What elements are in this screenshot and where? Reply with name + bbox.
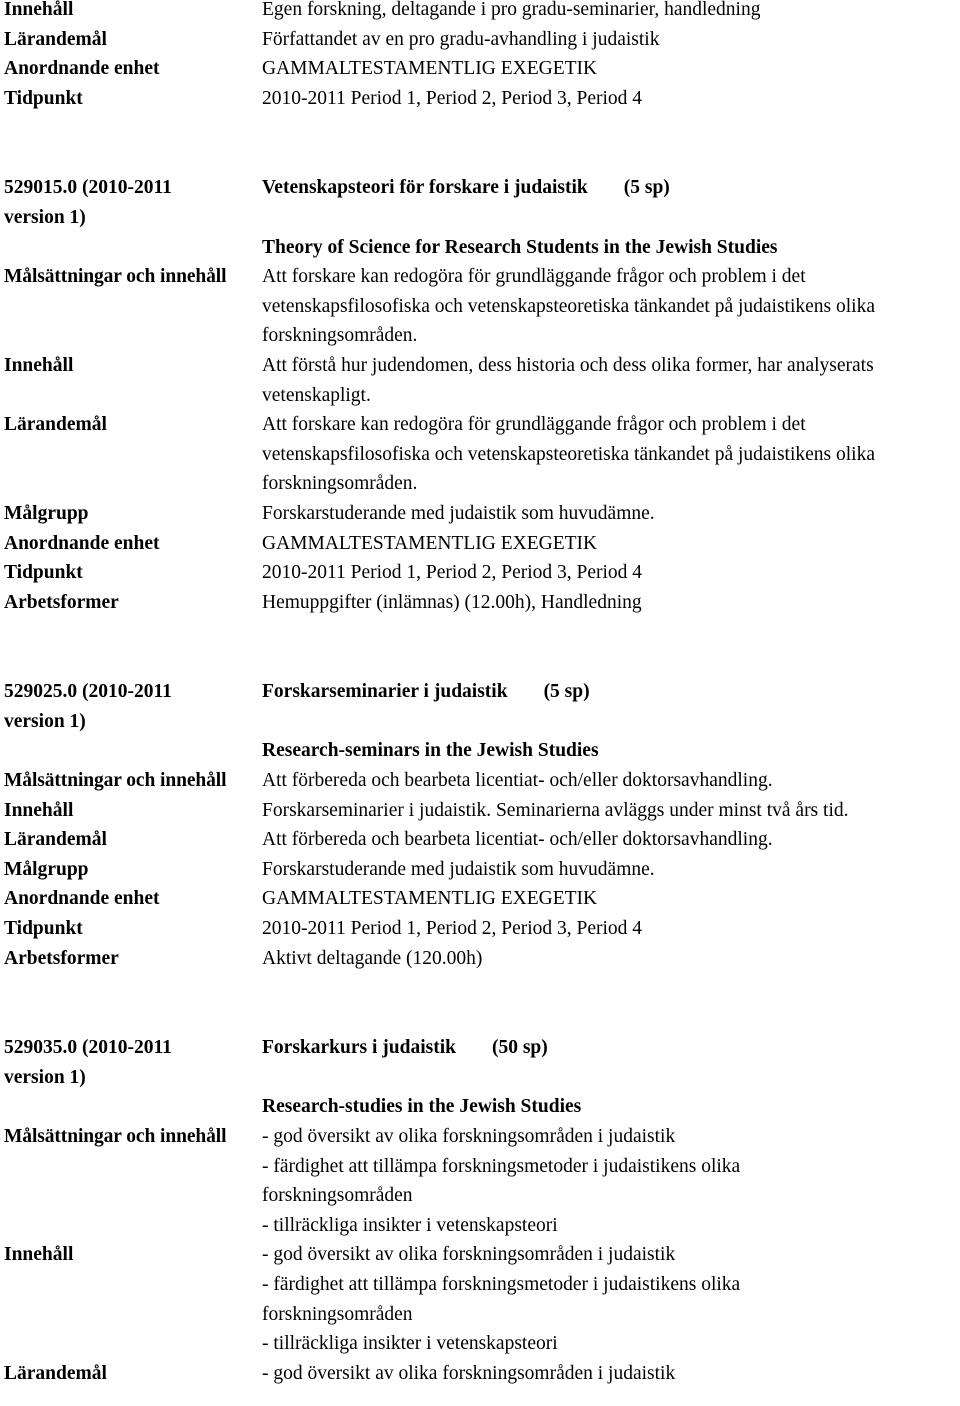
field-value: 2010-2011 Period 1, Period 2, Period 3, Period 4: [262, 918, 643, 940]
field-label: Målgrupp: [4, 858, 89, 880]
field-label: Tidpunkt: [4, 918, 83, 940]
field-row: [4, 0, 960, 25]
course-code: [4, 677, 262, 736]
course-header: [4, 173, 960, 232]
field-row: [4, 855, 960, 885]
field-value: Hemuppgifter (inlämnas) (12.00h), Handledning: [262, 591, 642, 613]
course-code-line: 529025.0 (2010-2011: [4, 681, 172, 703]
field-label: Anordnande enhet: [4, 58, 160, 80]
field-value: 2010-2011 Period 1, Period 2, Period 3, Period 4: [262, 87, 643, 109]
field-value: GAMMALTESTAMENTLIG EXEGETIK: [262, 532, 598, 554]
field-label: Tidpunkt: [4, 562, 83, 584]
course-code-line: 529035.0 (2010-2011: [4, 1037, 172, 1059]
document-page: [4, 0, 960, 1388]
course-code-line: 529015.0 (2010-2011: [4, 177, 172, 199]
field-value: Forskarstuderande med judaistik som huvudämne.: [262, 858, 655, 880]
top-section: [4, 0, 960, 113]
field-label: Anordnande enhet: [4, 532, 160, 554]
field-row: [4, 914, 960, 944]
field-row: [4, 1359, 960, 1389]
field-row: [4, 766, 960, 796]
field-label: Innehåll: [4, 354, 74, 376]
field-row: [4, 884, 960, 914]
field-label: Innehåll: [4, 1244, 74, 1266]
course-version-line: version 1): [4, 206, 86, 228]
field-row: [4, 529, 960, 559]
course-title: Forskarkurs i judaistik: [262, 1037, 456, 1059]
course-title: Forskarseminarier i judaistik: [262, 681, 508, 703]
course-credits: (5 sp): [623, 177, 670, 199]
field-value: Forskarseminarier i judaistik. Seminarierna avläggs under minst två års tid.: [262, 799, 849, 821]
section-gap: [4, 617, 960, 677]
field-row: [4, 588, 960, 618]
field-label: Målsättningar och innehåll: [4, 266, 227, 288]
field-label: Målsättningar och innehåll: [4, 1126, 227, 1147]
course-section: [4, 1033, 960, 1388]
course-english-title: Research-seminars in the Jewish Studies: [262, 740, 599, 762]
field-value: Att förstå hur judendomen, dess historia och dess olika former, har analyserats vetenskapligt.: [262, 354, 874, 406]
course-title: Vetenskapsteori för forskare i judaistik: [262, 177, 588, 199]
course-section: [4, 173, 960, 617]
course-english-title: Research-studies in the Jewish Studies: [262, 1096, 582, 1118]
field-value: Aktivt deltagande (120.00h): [262, 947, 483, 969]
field-value: GAMMALTESTAMENTLIG EXEGETIK: [262, 58, 598, 80]
field-value: - god översikt av olika forskningsområden i judaistik: [262, 1362, 676, 1384]
field-label: Lärandemål: [4, 28, 107, 50]
field-value: 2010-2011 Period 1, Period 2, Period 3, Period 4: [262, 562, 643, 584]
course-header: [4, 1033, 960, 1092]
field-value: Forskarstuderande med judaistik som huvudämne.: [262, 502, 655, 524]
field-value: - god översikt av olika forskningsområden i judaistik - färdighet att tillämpa forskningsmetoder i judaistikens olika forskningsområden - tillräckliga insikter i vetenskapsteori: [262, 1244, 741, 1355]
course-header: [4, 677, 960, 736]
field-row: [4, 54, 960, 84]
field-label: Arbetsformer: [4, 947, 119, 969]
field-label: Arbetsformer: [4, 591, 119, 613]
field-row: [4, 1122, 960, 1240]
course-version-line: version 1): [4, 710, 86, 732]
field-label: Målgrupp: [4, 502, 89, 524]
field-label: Anordnande enhet: [4, 888, 160, 910]
field-value: - god översikt av olika forskningsområden i judaistik - färdighet att tillämpa forskningsmetoder i judaistikens olika forskningsområden - tillräckliga insikter i vetenskapsteori: [262, 1126, 741, 1236]
field-row: [4, 25, 960, 55]
course-code: [4, 173, 262, 232]
field-label: Lärandemål: [4, 414, 107, 436]
field-row: [4, 84, 960, 114]
field-value: Att förbereda och bearbeta licentiat- och/eller doktorsavhandling.: [262, 770, 773, 792]
section-gap: [4, 113, 960, 173]
field-value: Författandet av en pro gradu-avhandling i judaistik: [262, 28, 660, 50]
field-row: [4, 825, 960, 855]
field-label: Lärandemål: [4, 1362, 107, 1384]
field-label: Innehåll: [4, 0, 74, 20]
field-label: Innehåll: [4, 799, 74, 821]
field-row: [4, 944, 960, 974]
field-row: [4, 1240, 960, 1358]
course-version-line: version 1): [4, 1066, 86, 1088]
course-english-title: Theory of Science for Research Students in the Jewish Studies: [262, 236, 778, 258]
course-section: [4, 677, 960, 973]
field-row: [4, 558, 960, 588]
field-value: GAMMALTESTAMENTLIG EXEGETIK: [262, 888, 598, 910]
field-label: Målsättningar och innehåll: [4, 770, 227, 792]
course-credits: (50 sp): [491, 1037, 548, 1059]
field-row: [4, 262, 960, 351]
course-credits: (5 sp): [543, 681, 590, 703]
field-value: Att forskare kan redogöra för grundläggande frågor och problem i det vetenskapsfilosofiska och vetenskapsteoretiska tänkandet på judaistikens olika forskningsområden.: [262, 266, 876, 347]
field-label: Tidpunkt: [4, 87, 83, 109]
field-label: Lärandemål: [4, 829, 107, 851]
course-code: [4, 1033, 262, 1092]
field-row: [4, 351, 960, 410]
section-gap: [4, 973, 960, 1033]
field-row: [4, 796, 960, 826]
field-row: [4, 410, 960, 499]
field-value: Att forskare kan redogöra för grundläggande frågor och problem i det vetenskapsfilosofiska och vetenskapsteoretiska tänkandet på judaistikens olika forskningsområden.: [262, 414, 876, 495]
field-value: Egen forskning, deltagande i pro gradu-seminarier, handledning: [262, 0, 761, 20]
field-row: [4, 499, 960, 529]
field-value: Att förbereda och bearbeta licentiat- och/eller doktorsavhandling.: [262, 829, 773, 851]
